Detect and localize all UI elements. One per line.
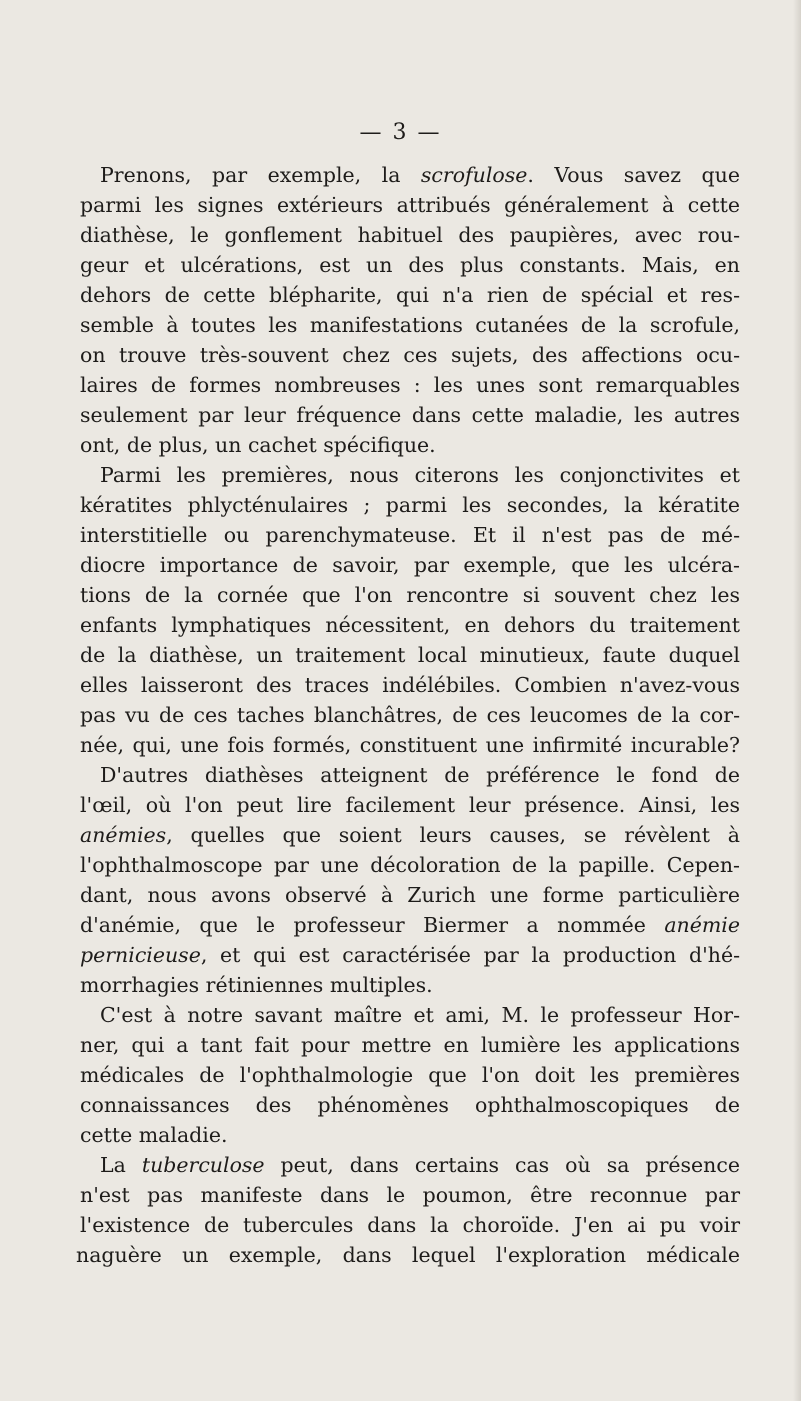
text-line: tions de la cornée que l'on rencontre si souvent chez les [80, 583, 740, 607]
text-line: geur et ulcérations, est un des plus constants. Mais, en [80, 253, 740, 277]
text-line: née, qui, une fois formés, constituent une infirmité incurable? [80, 733, 740, 757]
text-line: Prenons, par exemple, la scrofulose. Vous savez que [100, 163, 740, 187]
text-line: laires de formes nombreuses : les unes sont remarquables [80, 373, 740, 397]
text-line: semble à toutes les manifestations cutanées de la scrofule, [80, 313, 740, 337]
text-line: elles laisseront des traces indélébiles. Combien n'avez-vous [80, 673, 740, 697]
text-line: parmi les signes extérieurs attribués généralement à cette [80, 193, 740, 217]
text-line: d'anémie, que le professeur Biermer a nommée anémie [80, 913, 740, 937]
text-line: C'est à notre savant maître et ami, M. le professeur Hor- [100, 1003, 740, 1027]
text-line: médicales de l'ophthalmologie que l'on doit les premières [80, 1063, 740, 1087]
text-line: pas vu de ces taches blanchâtres, de ces leucomes de la cor- [80, 703, 740, 727]
text-line: seulement par leur fréquence dans cette maladie, les autres [80, 403, 740, 427]
italic-term: anémies [80, 823, 167, 847]
text-line: l'ophthalmoscope par une décoloration de la papille. Cepen- [80, 853, 740, 877]
text-line: diocre importance de savoir, par exemple, que les ulcéra- [80, 553, 740, 577]
text-line: connaissances des phénomènes ophthalmoscopiques de [80, 1093, 740, 1117]
text-line: enfants lymphatiques nécessitent, en dehors du traitement [80, 613, 740, 637]
text-line: pernicieuse, et qui est caractérisée par la production d'hé- [80, 943, 740, 967]
text-line: La tuberculose peut, dans certains cas où sa présence [100, 1153, 740, 1177]
text-line: diathèse, le gonflement habituel des paupières, avec rou- [80, 223, 740, 247]
text-line: kératites phlycténulaires ; parmi les secondes, la kératite [80, 493, 740, 517]
text-line: ner, qui a tant fait pour mettre en lumière les applications [80, 1033, 740, 1057]
italic-term: pernicieuse [80, 943, 201, 967]
page-number: — 3 — [359, 120, 442, 145]
italic-term: tuberculose [141, 1153, 265, 1177]
text-line: l'existence de tubercules dans la choroïde. J'en ai pu voir [80, 1213, 740, 1237]
text-line: ont, de plus, un cachet spécifique. [80, 433, 436, 457]
text-line: morrhagies rétiniennes multiples. [80, 973, 433, 997]
page-edge-shadow [793, 0, 801, 1401]
text-line: Parmi les premières, nous citerons les conjonctivites et [100, 463, 740, 487]
text-line: l'œil, où l'on peut lire facilement leur présence. Ainsi, les [80, 793, 740, 817]
text-line: dehors de cette blépharite, qui n'a rien de spécial et res- [80, 283, 740, 307]
text-line: de la diathèse, un traitement local minutieux, faute duquel [80, 643, 740, 667]
italic-term: scrofulose [420, 163, 528, 187]
text-line: cette maladie. [80, 1123, 228, 1147]
text-line: on trouve très-souvent chez ces sujets, des affections ocu- [80, 343, 740, 367]
text-line: D'autres diathèses atteignent de préférence le fond de [100, 763, 740, 787]
text-line: naguère un exemple, dans lequel l'exploration médicale [76, 1243, 740, 1267]
text-line: anémies, quelles que soient leurs causes, se révèlent à [80, 823, 740, 847]
body-text [76, 160, 740, 1270]
text-line: interstitielle ou parenchymateuse. Et il n'est pas de mé- [80, 523, 740, 547]
text-line: n'est pas manifeste dans le poumon, être reconnue par [80, 1183, 740, 1207]
text-line: dant, nous avons observé à Zurich une forme particulière [80, 883, 740, 907]
italic-term: anémie [664, 913, 740, 937]
